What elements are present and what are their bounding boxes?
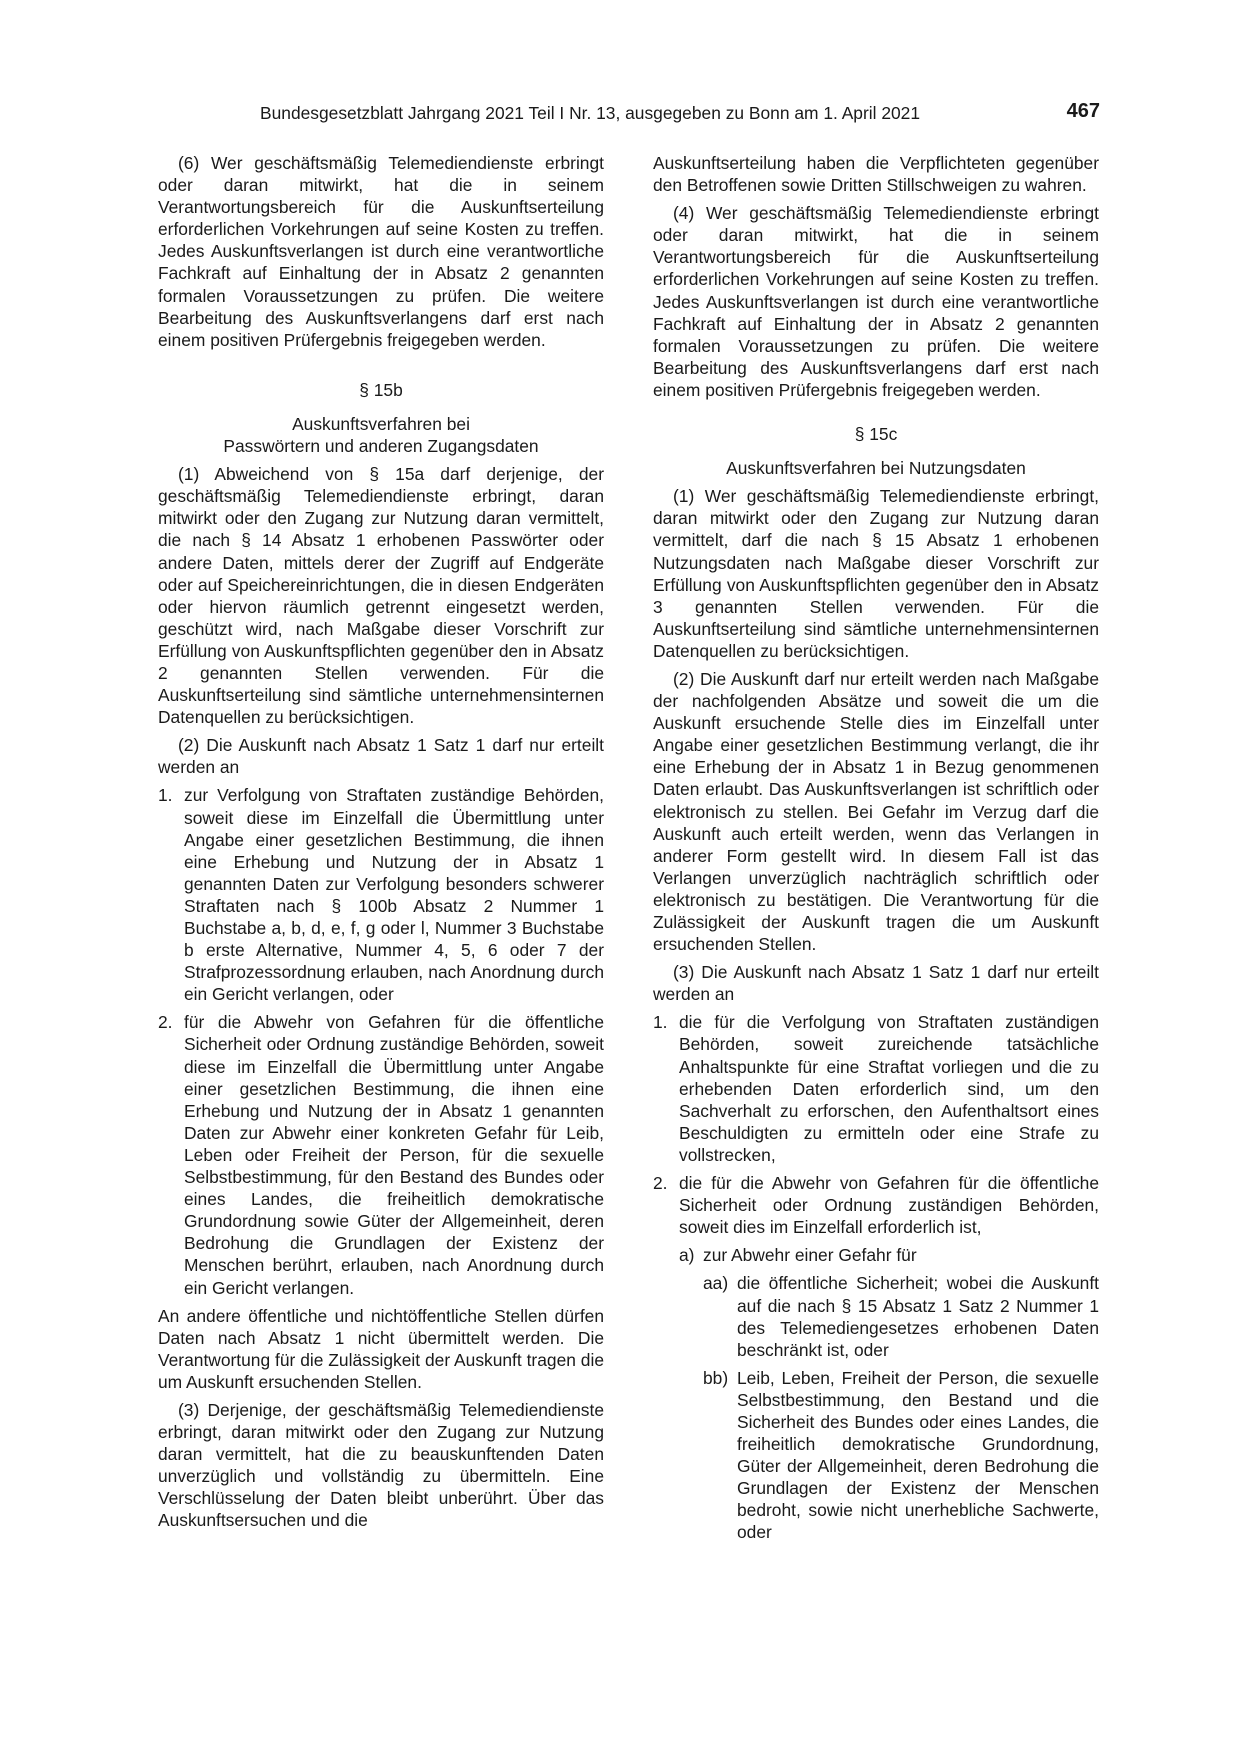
list-item-1: [653, 1011, 1099, 1166]
paragraph-1: (1) Wer geschäftsmäßig Telemediendienste erbringt, daran mitwirkt oder den Zugang zur Nutzung daran vermittelt, darf die nach § 15 Absatz 1 erhobenen Nutzungsdaten nach Maßgabe dieser Vorschrift zur Erfüllung von Auskunftspflichten gegenüber den in Absatz 3 genannten Stellen verwenden. Für die Auskunftserteilung sind sämtliche unternehmensinternen Datenquellen zu berücksichtigen.: [653, 486, 1099, 661]
left-column: [158, 152, 604, 1538]
list-item-text: die öffentliche Sicherheit; wobei die Auskunft auf die nach § 15 Absatz 1 Satz 2 Nummer 1 des Telemediengesetzes erhobenen Daten beschränkt ist, oder: [737, 1273, 1099, 1360]
section-title-15b: [158, 413, 604, 457]
list-item-1: [158, 784, 604, 1005]
header-title: Bundesgesetzblatt Jahrgang 2021 Teil I Nr. 13, ausgegeben zu Bonn am 1. April 2021: [260, 103, 921, 123]
list-item-text: die für die Abwehr von Gefahren für die öffentliche Sicherheit oder Ordnung zuständigen Behörden, soweit dies im Einzelfall erforderlich ist,: [679, 1173, 1099, 1238]
list-item-text: zur Verfolgung von Straftaten zuständige Behörden, soweit diese im Einzelfall die Übermittlung unter Angabe einer gesetzlichen Bestimmung, die ihnen eine Erhebung und Nutzung der in Absatz 1 genannten Daten zur Verfolgung besonders schwerer Straftaten nach § 100b Absatz 2 Nummer 1 Buchstabe a, b, d, e, f, g oder l, Nummer 3 Buchstabe b erste Alternative, Nummer 4, 5, 6 oder 7 der Strafprozessordnung erlauben, nach Anordnung durch ein Gericht verlangen, oder: [184, 785, 604, 1005]
list-item-text: für die Abwehr von Gefahren für die öffentliche Sicherheit oder Ordnung zuständige Behörden, soweit diese im Einzelfall die Übermittlung unter Angabe einer gesetzlichen Bestimmung, die ihnen eine Erhebung und Nutzung der in Absatz 1 genannten Daten zur Abwehr einer konkreten Gefahr für Leib, Leben oder Freiheit der Person, für die sexuelle Selbstbestimmung, für den Bestand des Bundes oder eines Landes, die freiheitlich demokratische Grundordnung sowie Güter der Allgemeinheit, deren Bedrohung die Grundlagen der Existenz der Menschen berührt, erlauben, nach Anordnung durch ein Gericht verlangen.: [184, 1012, 604, 1298]
paragraph-1: (1) Abweichend von § 15a darf derjenige, der geschäftsmäßig Telemediendienste erbringt, daran mitwirkt oder den Zugang zur Nutzung daran vermittelt, die nach § 14 Absatz 1 erhobenen Passwörter oder andere Daten, mittels derer der Zugriff auf Endgeräte oder auf Speichereinrichtungen, die in diesen Endgeräten oder hiervon räumlich getrennt eingesetzt werden, geschützt wird, nach Maßgabe dieser Vorschrift zur Erfüllung von Auskunftspflichten gegenüber den in Absatz 2 genannten Stellen verwenden. Für die Auskunftserteilung sind sämtliche unternehmensinternen Datenquellen zu berücksichtigen.: [158, 464, 604, 728]
paragraph-3: (3) Derjenige, der geschäftsmäßig Telemediendienste erbringt, daran mitwirkt oder den Zugang zur Nutzung daran vermittelt, hat die zu beauskunftenden Daten unverzüglich und vollständig zu übermitteln. Eine Verschlüsselung der Daten bleibt unberührt. Über das Auskunftsersuchen und die: [158, 1399, 604, 1531]
right-column: [653, 152, 1099, 1550]
paragraph-6: (6) Wer geschäftsmäßig Telemediendienste erbringt oder daran mitwirkt, hat die in seinem Verantwortungsbereich für die Auskunftserteilung erforderlichen Vorkehrungen auf seine Kosten zu treffen. Jedes Auskunftsverlangen ist durch eine verantwortliche Fachkraft auf Einhaltung der in Absatz 2 genannten formalen Voraussetzungen zu prüfen. Die weitere Bearbeitung des Auskunftsverlangens darf erst nach einem positiven Prüfergebnis freigegeben werden.: [158, 153, 604, 350]
list-item-2: [158, 1011, 604, 1298]
list-item-label: 1.: [158, 785, 173, 806]
list-item-label: aa): [703, 1273, 729, 1294]
section-number-15c: § 15c: [854, 424, 898, 445]
list-item-2a: [679, 1244, 1099, 1266]
list-item-label: a): [679, 1245, 695, 1266]
list-item-label: 1.: [653, 1012, 668, 1033]
section-title-line-2: Passwörtern und anderen Zugangsdaten: [223, 436, 539, 457]
section-title-line-1: Auskunftsverfahren bei: [292, 413, 470, 434]
list-item-2aa: [703, 1272, 1099, 1360]
list-item-label: 2.: [653, 1173, 668, 1194]
list-item-2bb: [703, 1367, 1099, 1544]
list-item-label: 2.: [158, 1012, 173, 1033]
page-number: 467: [1066, 100, 1100, 122]
list-item-text: zur Abwehr einer Gefahr für: [703, 1245, 917, 1266]
paragraph-2: (2) Die Auskunft nach Absatz 1 Satz 1 darf nur erteilt werden an: [158, 735, 604, 778]
paragraph-4: (4) Wer geschäftsmäßig Telemediendienste erbringt oder daran mitwirkt, hat die in seinem Verantwortungsbereich für die Auskunftserteilung erforderlichen Vorkehrungen auf seine Kosten zu treffen. Jedes Auskunftsverlangen ist durch eine verantwortliche Fachkraft auf Einhaltung der in Absatz 2 genannten formalen Voraussetzungen zu prüfen. Die weitere Bearbeitung des Auskunftsverlangens darf erst nach einem positiven Prüfergebnis freigegeben werden.: [653, 203, 1099, 400]
paragraph-3: (3) Die Auskunft nach Absatz 1 Satz 1 darf nur erteilt werden an: [653, 962, 1099, 1005]
paragraph-2: (2) Die Auskunft darf nur erteilt werden nach Maßgabe der nachfolgenden Absätze und soweit die um die Auskunft ersuchende Stelle dies im Einzelfall unter Angabe einer gesetzlichen Bestimmung verlangt, die ihr eine Erhebung der in Absatz 1 in Bezug genommenen Daten erlaubt. Das Auskunftsverlangen ist schriftlich oder elektronisch zu stellen. Bei Gefahr im Verzug darf die Auskunft auch erteilt werden, wenn das Verlangen in anderer Form gestellt wird. In diesem Fall ist das Verlangen unverzüglich nachträglich schriftlich oder elektronisch zu bestätigen. Die Verantwortung für die Zulässigkeit der Auskunft tragen die um Auskunft ersuchenden Stellen.: [653, 668, 1099, 955]
list-item-label: bb): [703, 1367, 729, 1388]
list-item-text: Leib, Leben, Freiheit der Person, die sexuelle Selbstbestimmung, den Bestand und die Sicherheit des Bundes oder eines Landes, die freiheitlich demokratische Grundordnung, Güter der Allgemeinheit, deren Bedrohung die Grundlagen der Existenz der Menschen bedroht, sowie nicht unerhebliche Sachwerte, oder: [737, 1367, 1099, 1543]
list-item-text: die für die Verfolgung von Straftaten zuständigen Behörden, soweit zureichende tatsächliche Anhaltspunkte für eine Straftat vorliegen und die zu erhebenden Daten erforderlich sind, um den Sachverhalt zu erforschen, den Aufenthaltsort eines Beschuldigten zu ermitteln oder eine Strafe zu vollstrecken,: [679, 1012, 1099, 1165]
paragraph-3-continued: Auskunftserteilung haben die Verpflichteten gegenüber den Betroffenen sowie Dritten Stillschweigen zu wahren.: [653, 153, 1099, 196]
list-item-2: [653, 1172, 1099, 1238]
section-title-15c: Auskunftsverfahren bei Nutzungsdaten: [726, 458, 1026, 479]
section-number-15b: § 15b: [359, 379, 403, 400]
paragraph-after-list: An andere öffentliche und nichtöffentliche Stellen dürfen Daten nach Absatz 1 nicht übermittelt werden. Die Verantwortung für die Zulässigkeit der Auskunft tragen die um Auskunft ersuchenden Stellen.: [158, 1305, 604, 1392]
page-header: [158, 98, 1100, 128]
